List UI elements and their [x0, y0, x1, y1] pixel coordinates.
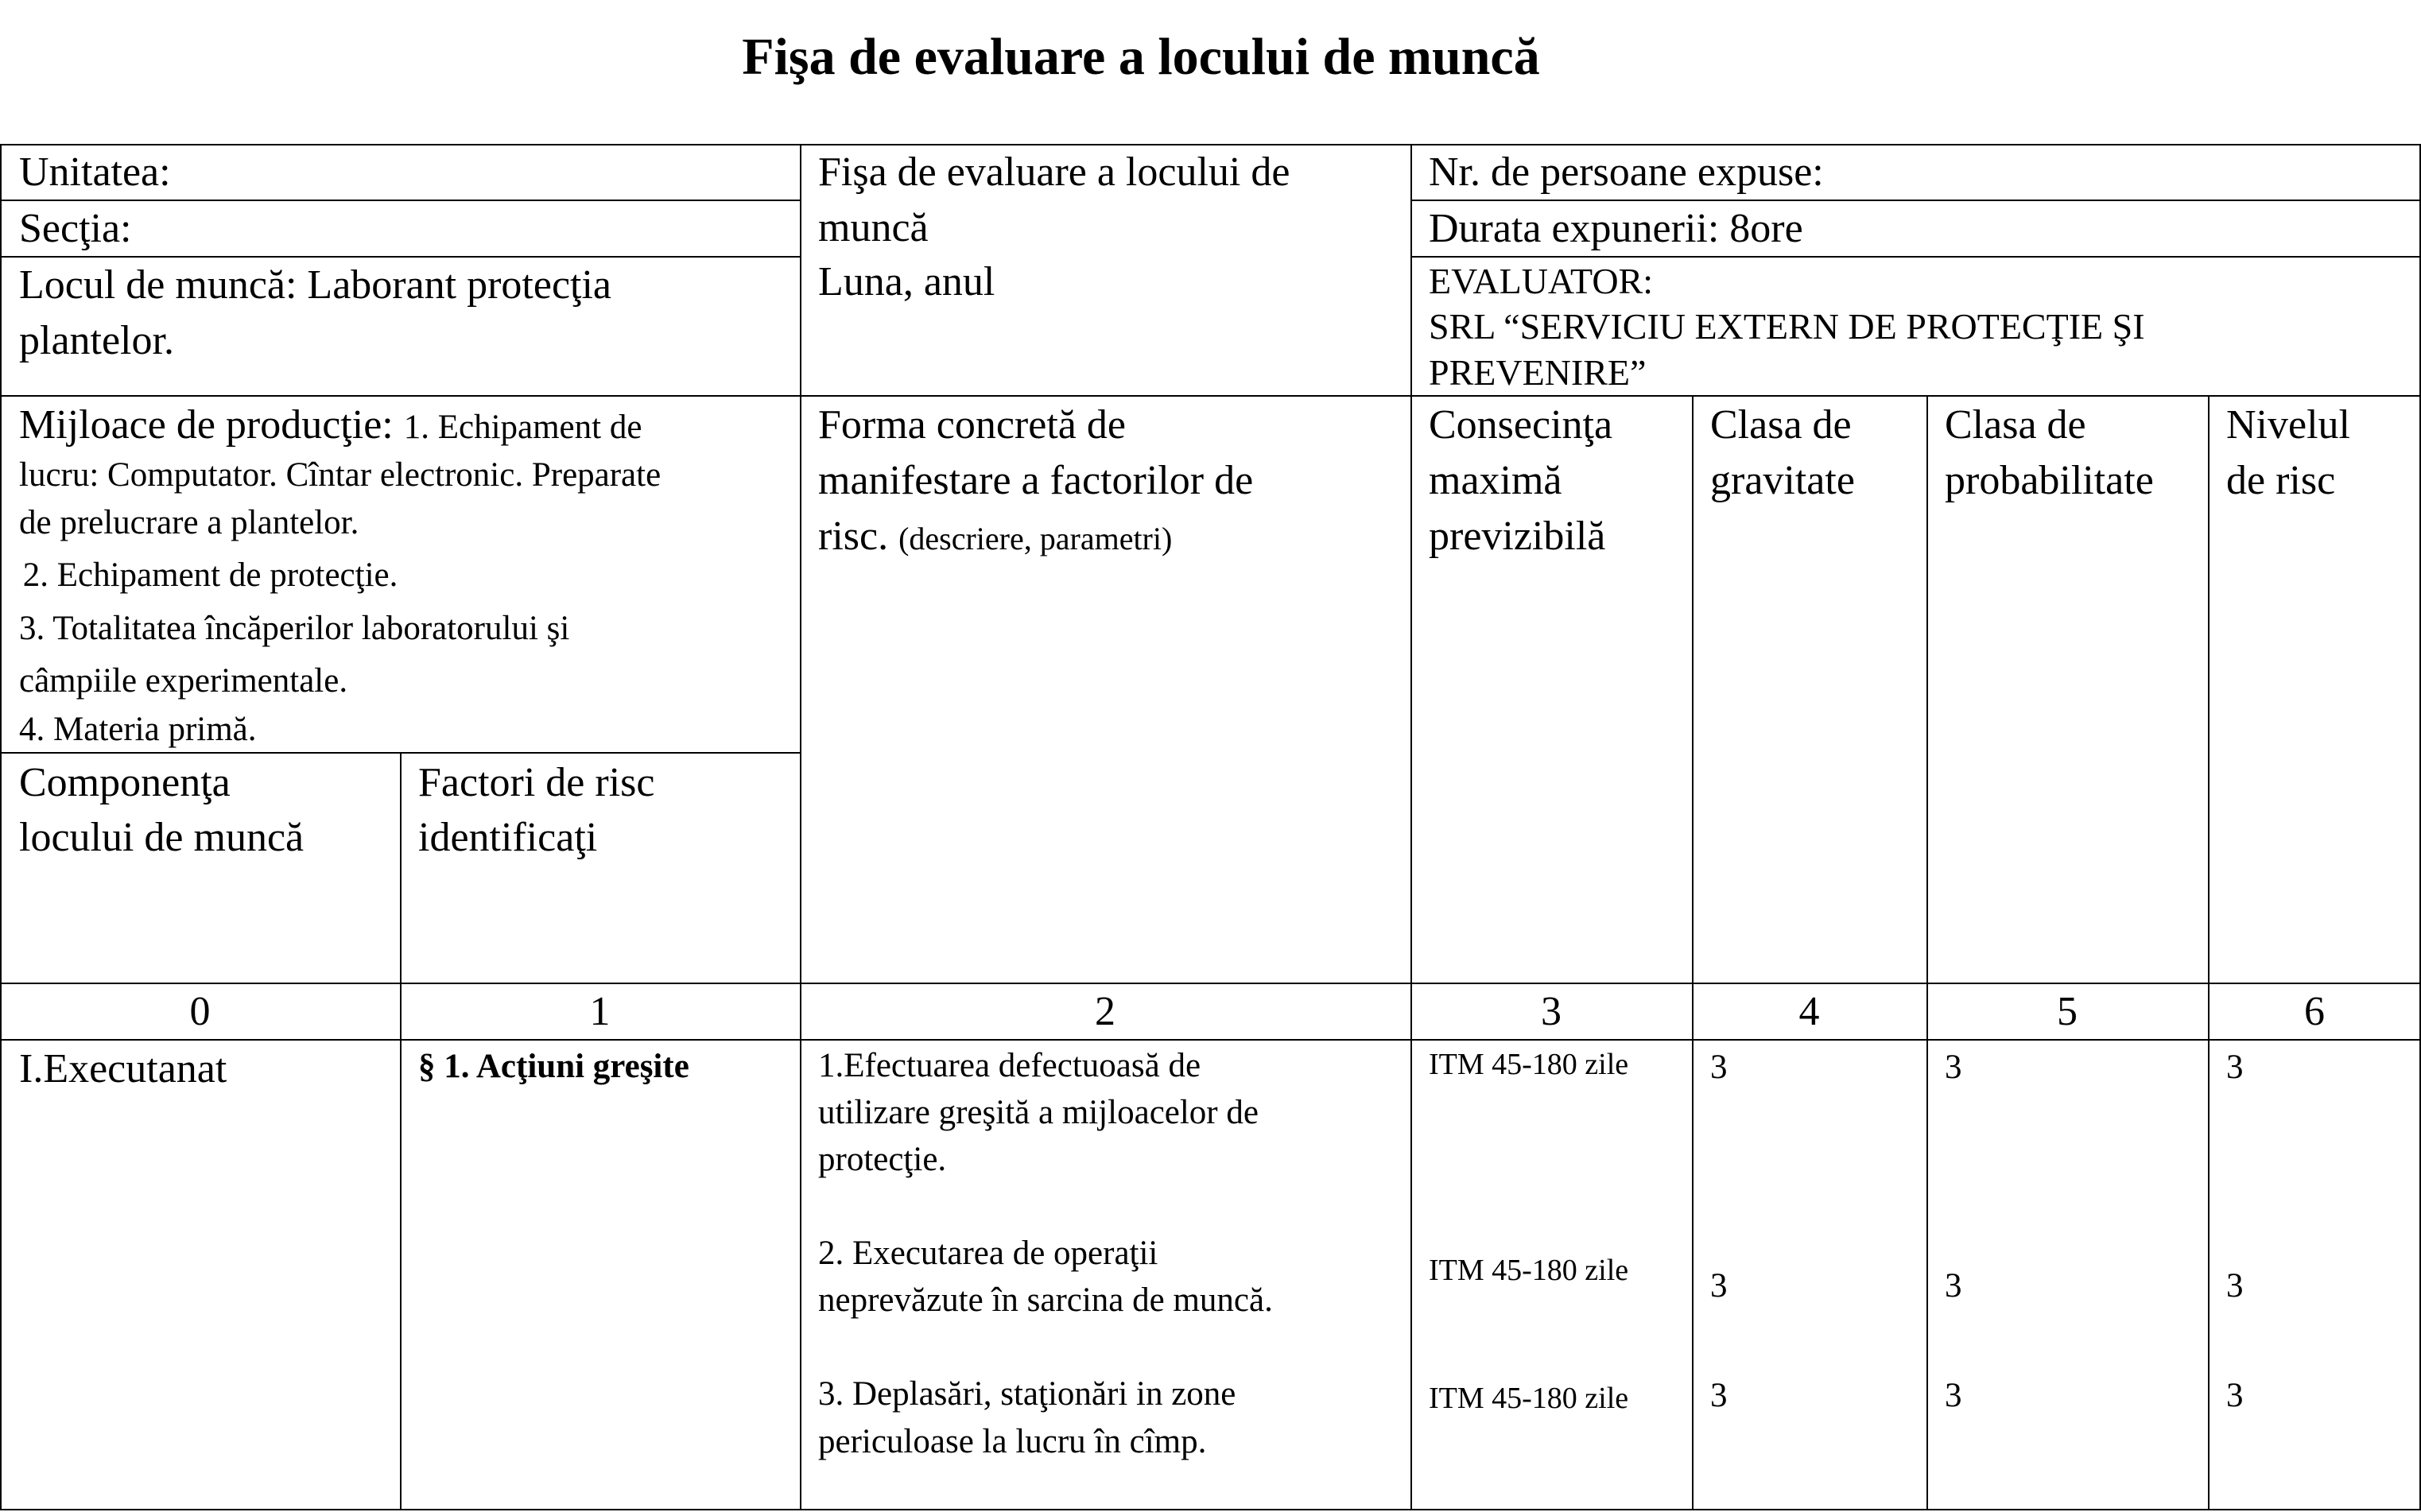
probabilitate-header-line1: Clasa de [1945, 402, 2086, 448]
mijloace-lead: Mijloace de producţie: [19, 402, 404, 448]
table-rule [1926, 395, 1928, 1510]
consecinta-cell: ITM 45-180 zile [1429, 1382, 1629, 1415]
mijloace-line4: 2. Echipament de protecţie. [14, 556, 398, 594]
forma-header-line3 [818, 509, 1172, 574]
locul-de-munca-line1: Locul de muncă: Laborant protecţia [19, 262, 612, 308]
consecinta-header-line2: maximă [1429, 458, 1562, 503]
nivel-cell: 3 [2226, 1049, 2244, 1086]
evaluator-label: EVALUATOR: [1429, 261, 1653, 301]
fisa-label-line1: Fişa de evaluare a locului de [818, 149, 1290, 195]
risk-description-line: protecţie. [818, 1141, 947, 1178]
consecinta-header-line1: Consecinţa [1429, 402, 1613, 448]
column-number: 6 [2304, 989, 2325, 1034]
risk-description-line: utilizare greşită a mijloacelor de [818, 1094, 1259, 1131]
mijloace-line5: 3. Totalitatea încăperilor laboratorului şi [19, 610, 570, 647]
mijloace-item1: 1. Echipament de [403, 409, 642, 446]
risk-description-line: periculoase la lucru în cîmp. [818, 1423, 1207, 1460]
risk-description-line: 2. Executarea de operaţii [818, 1235, 1158, 1272]
evaluator-name-line2: PREVENIRE” [1429, 352, 1647, 393]
gravitate-header-line1: Clasa de [1710, 402, 1852, 448]
probabilitate-header-line2: probabilitate [1945, 458, 2154, 503]
gravitate-header-line2: gravitate [1710, 458, 1855, 503]
consecinta-cell: ITM 45-180 zile [1429, 1048, 1629, 1081]
componenta-header-line2: locului de muncă [19, 815, 305, 860]
gravitate-cell: 3 [1710, 1377, 1728, 1414]
risk-description-line: 3. Deplasări, staţionări in zone [818, 1375, 1236, 1413]
table-rule [0, 144, 2, 1510]
table-rule [1410, 144, 1412, 1510]
nivel-cell: 3 [2226, 1377, 2244, 1414]
fisa-label-line2: muncă [818, 205, 929, 250]
mijloace-line2: lucru: Computator. Cîntar electronic. Preparate [19, 456, 662, 494]
risk-description-line: 1.Efectuarea defectuoasă de [818, 1047, 1201, 1084]
table-rule [2208, 395, 2210, 1510]
column-number: 0 [189, 989, 211, 1034]
column-number: 5 [2057, 989, 2078, 1034]
nivel-header-line1: Nivelul [2226, 402, 2350, 448]
factor-cell: § 1. Acţiuni greşite [418, 1048, 689, 1085]
table-rule [1692, 395, 1694, 1510]
table-rule [0, 1509, 2421, 1510]
forma-header-line1: Forma concretă de [818, 402, 1126, 448]
forma-header-lead: risc. [818, 514, 899, 559]
probabilitate-cell: 3 [1945, 1267, 1962, 1305]
forma-header-note: (descriere, parametri) [898, 521, 1173, 556]
luna-anul-label: Luna, anul [818, 259, 995, 304]
mijloace-line6: câmpiile experimentale. [19, 662, 348, 700]
probabilitate-cell: 3 [1945, 1377, 1962, 1414]
page-title: Fişa de evaluare a locului de muncă [742, 28, 1540, 86]
persoane-expuse-label: Nr. de persoane expuse: [1429, 149, 1824, 195]
mijloace-line3: de prelucrare a plantelor. [19, 504, 359, 541]
durata-expunerii-label: Durata expunerii: 8ore [1429, 206, 1803, 251]
evaluator-name-line1: SRL “SERVICIU EXTERN DE PROTECŢIE ŞI [1429, 306, 2145, 347]
table-rule [0, 395, 2421, 397]
table-rule [400, 752, 402, 1510]
sectia-label: Secţia: [19, 206, 132, 251]
column-number: 4 [1798, 989, 1820, 1034]
gravitate-cell: 3 [1710, 1049, 1728, 1086]
consecinta-cell: ITM 45-180 zile [1429, 1254, 1629, 1287]
gravitate-cell: 3 [1710, 1267, 1728, 1305]
nivel-cell: 3 [2226, 1267, 2244, 1305]
componenta-header-line1: Componenţa [19, 760, 231, 805]
mijloace-line7: 4. Materia primă. [19, 711, 257, 748]
consecinta-header-line3: previzibilă [1429, 514, 1606, 559]
table-rule [800, 144, 801, 1510]
column-number: 2 [1095, 989, 1115, 1034]
column-number: 3 [1541, 989, 1562, 1034]
risk-description-line: neprevăzute în sarcina de muncă. [818, 1281, 1273, 1319]
column-number: 1 [589, 989, 611, 1034]
probabilitate-cell: 3 [1945, 1049, 1962, 1086]
component-cell: I.Executanat [19, 1046, 227, 1091]
locul-de-munca-line2: plantelor. [19, 318, 174, 363]
forma-header-line2: manifestare a factorilor de [818, 458, 1254, 503]
factori-header-line1: Factori de risc [418, 760, 655, 805]
factori-header-line2: identificaţi [418, 815, 598, 860]
nivel-header-line2: de risc [2226, 458, 2336, 503]
unitatea-label: Unitatea: [19, 149, 171, 195]
